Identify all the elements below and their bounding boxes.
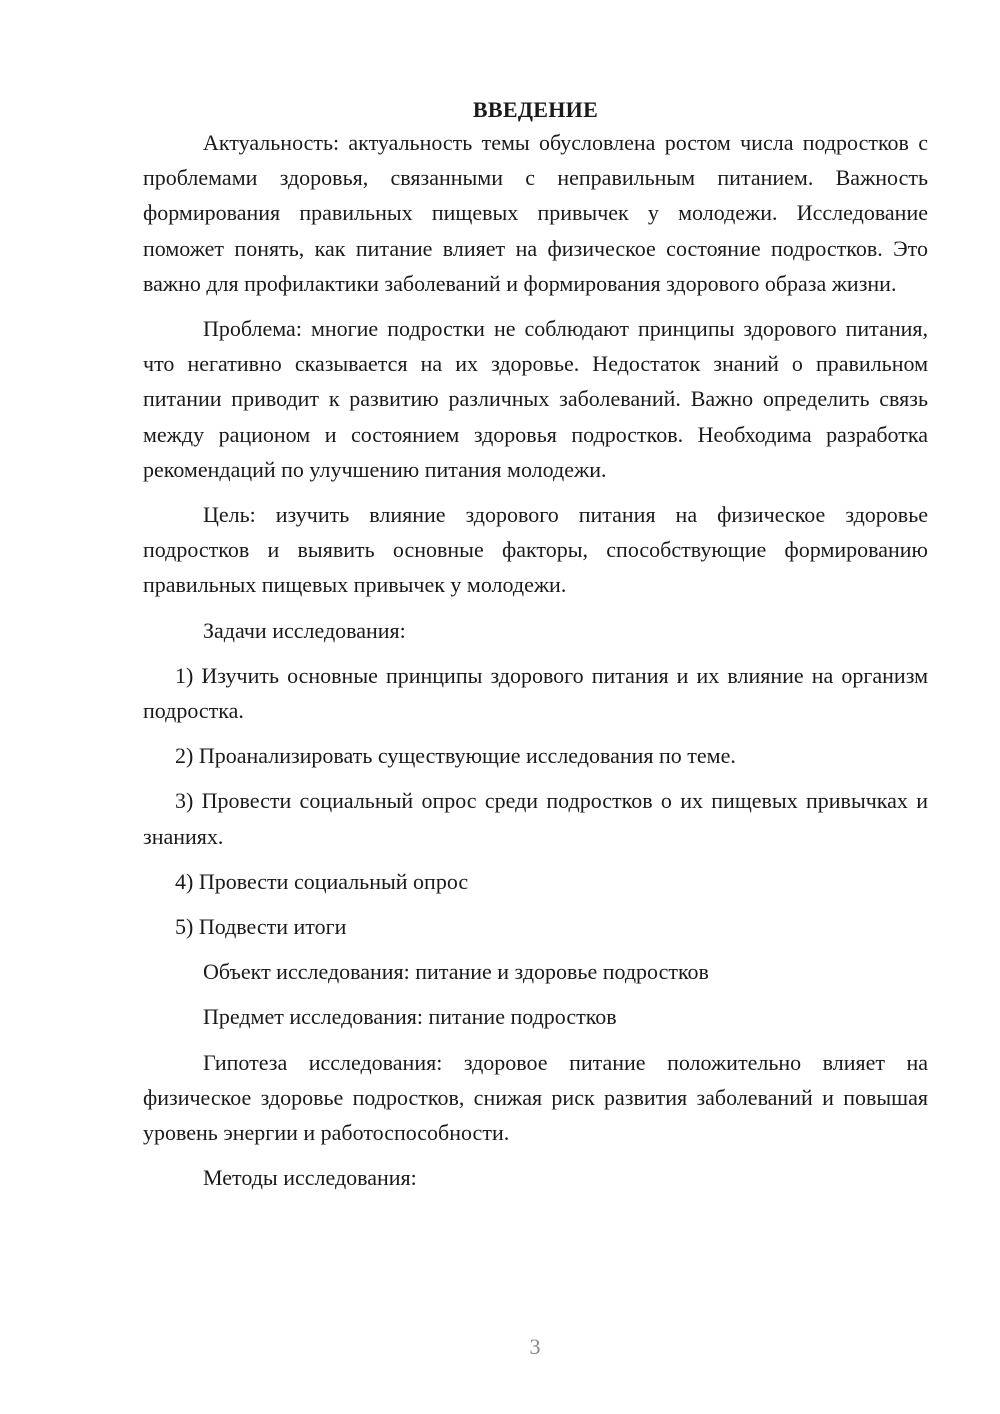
task-item-2: 2) Проанализировать существующие исследования по теме. <box>175 743 736 769</box>
paragraph-subject: Предмет исследования: питание подростков <box>203 1004 617 1030</box>
paragraph-goal: Цель: изучить влияние здорового питания на физическое здоровье подростков и выявить основные факторы, способствующие формированию правильных пищевых привычек у молодежи. <box>143 502 928 598</box>
document-title: ВВЕДЕНИЕ <box>472 97 599 122</box>
paragraph-problem: Проблема: многие подростки не соблюдают принципы здорового питания, что негативно сказывается на их здоровье. Недостаток знаний о правильном питании приводит к развитию различных заболеваний. Важно определить связь между рационом и состоянием здоровья подростков. Необходима разработка рекомендаций по улучшению питания молодежи. <box>143 316 928 482</box>
paragraph-hypothesis: Гипотеза исследования: здоровое питание положительно влияет на физическое здоровье подростков, снижая риск развития заболеваний и повышая уровень энергии и работоспособности. <box>143 1049 928 1146</box>
paragraph-relevance: Актуальность: актуальность темы обусловлена ростом числа подростков с проблемами здоровья, связанными с неправильным питанием. Важность формирования правильных пищевых привычек у молодежи. Исследование поможет понять, как питание влияет на физическое состояние подростков. Это важно для профилактики заболеваний и формирования здорового образа жизни. <box>143 130 928 296</box>
paragraph-methods: Методы исследования: <box>203 1165 417 1191</box>
task-item-5: 5) Подвести итоги <box>175 914 347 940</box>
task-item-3: 3) Провести социальный опрос среди подростков о их пищевых привычках и знаниях. <box>143 788 928 849</box>
task-item-1: 1) Изучить основные принципы здорового питания и их влияние на организм подростка. <box>143 662 928 724</box>
task-item-4: 4) Провести социальный опрос <box>175 868 469 894</box>
paragraph-tasks-heading: Задачи исследования: <box>203 617 406 643</box>
page-number: 3 <box>529 1334 541 1359</box>
document-page <box>143 92 928 1205</box>
paragraph-object: Объект исследования: питание и здоровье подростков <box>203 959 709 985</box>
